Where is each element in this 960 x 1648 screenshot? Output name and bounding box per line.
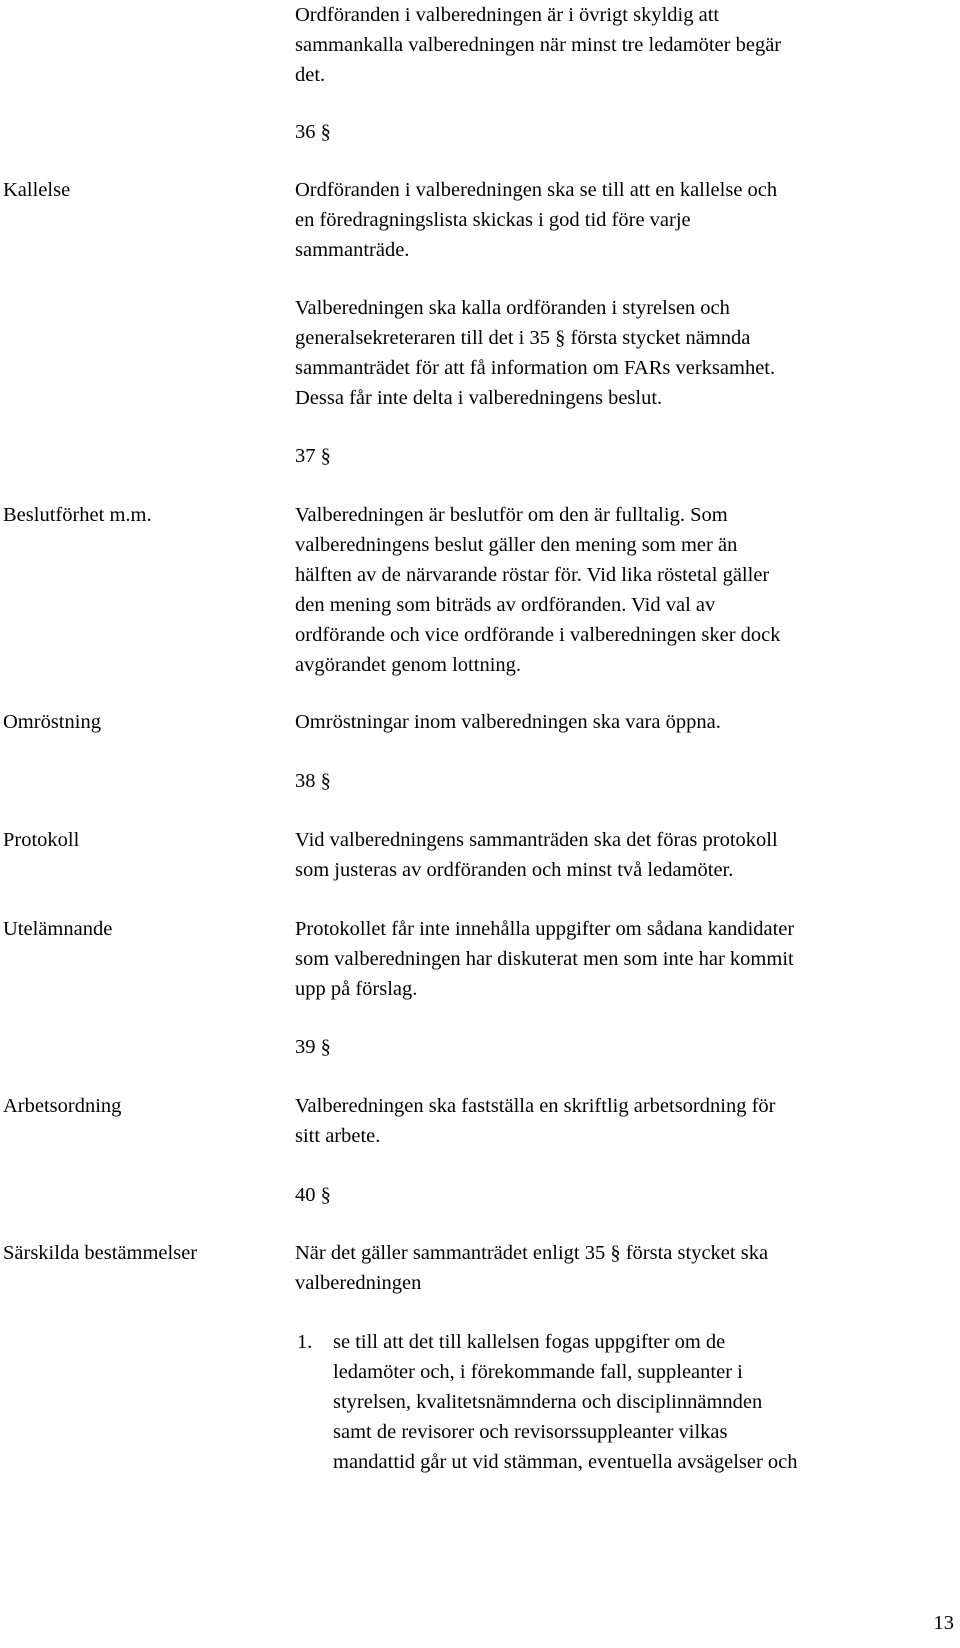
text-line: se till att det till kallelsen fogas uppgifter om de [333,1331,726,1353]
text-line: det. [295,64,326,86]
text-line: som valberedningen har diskuterat men som inte har kommit [295,948,794,970]
side-heading-arbetsordning: Arbetsordning [3,1095,122,1117]
text-line: Protokollet får inte innehålla uppgifter om sådana kandidater [295,918,795,940]
text-line: sitt arbete. [295,1125,381,1147]
section-number-39: 39 § [295,1036,331,1058]
paragraph-omrostning [295,707,721,737]
intro-paragraph [295,0,781,90]
paragraph-utelamnande [295,914,794,1004]
text-line: Dessa får inte delta i valberedningens beslut. [295,387,663,409]
text-line: ordförande och vice ordförande i valberedningen sker dock [295,624,781,646]
paragraph-kallelse [295,175,777,265]
section-number-36: 36 § [295,121,331,143]
section-number-38: 38 § [295,770,331,792]
text-line: samt de revisorer och revisorssuppleanter vilkas [333,1421,728,1443]
text-line: sammankalla valberedningen när minst tre ledamöter begär [295,34,782,56]
text-line: avgörandet genom lottning. [295,654,522,676]
list-item-text [333,1327,935,1477]
text-line: Omröstningar inom valberedningen ska vara öppna. [295,711,721,733]
text-line: mandattid går ut vid stämman, eventuella avsägelser och [333,1451,798,1473]
text-line: en föredragningslista skickas i god tid före varje [295,209,691,231]
text-line: den mening som biträds av ordföranden. Vid val av [295,594,716,616]
text-line: upp på förslag. [295,978,418,1000]
side-heading-sarskilda-bestammelser: Särskilda bestämmelser [3,1242,198,1264]
text-line: sammanträde. [295,239,410,261]
text-line: generalsekreteraren till det i 35 § första stycket nämnda [295,327,751,349]
section-number-40: 40 § [295,1184,331,1206]
paragraph-beslutforhet [295,500,781,680]
page-number: 13 [933,1612,954,1634]
side-heading-utelamnande: Utelämnande [3,918,113,940]
text-line: Valberedningen ska kalla ordföranden i styrelsen och [295,297,730,319]
text-line: Ordföranden i valberedningen ska se till att en kallelse och [295,179,778,201]
side-heading-protokoll: Protokoll [3,829,80,851]
text-line: som justeras av ordföranden och minst två ledamöter. [295,859,734,881]
paragraph-kallelse-styrelse [295,293,775,413]
text-line: hälften av de närvarande röstar för. Vid lika röstetal gäller [295,564,770,586]
text-line: Valberedningen ska fastställa en skriftlig arbetsordning för [295,1095,776,1117]
text-line: Vid valberedningens sammanträden ska det föras protokoll [295,829,778,851]
side-heading-omrostning: Omröstning [3,711,101,733]
section-number-37: 37 § [295,445,331,467]
side-heading-kallelse: Kallelse [3,179,71,201]
text-line: ledamöter och, i förekommande fall, suppleanter i [333,1361,743,1383]
text-line: valberedningens beslut gäller den mening som mer än [295,534,738,556]
paragraph-arbetsordning [295,1091,775,1151]
text-line: Ordföranden i valberedningen är i övrigt skyldig att [295,4,720,26]
paragraph-protokoll [295,825,778,885]
text-line: Valberedningen är beslutför om den är fulltalig. Som [295,504,728,526]
list-item [295,1327,935,1477]
text-line: valberedningen [295,1272,422,1294]
side-heading-beslutforhet: Beslutförhet m.m. [3,504,152,526]
text-line: styrelsen, kvalitetsnämnderna och disciplinnämnden [333,1391,763,1413]
text-line: När det gäller sammanträdet enligt 35 § första stycket ska [295,1242,769,1264]
text-line: sammanträdet för att få information om FARs verksamhet. [295,357,776,379]
paragraph-sarskilda-bestammelser [295,1238,768,1298]
list-marker: 1. [297,1331,313,1353]
